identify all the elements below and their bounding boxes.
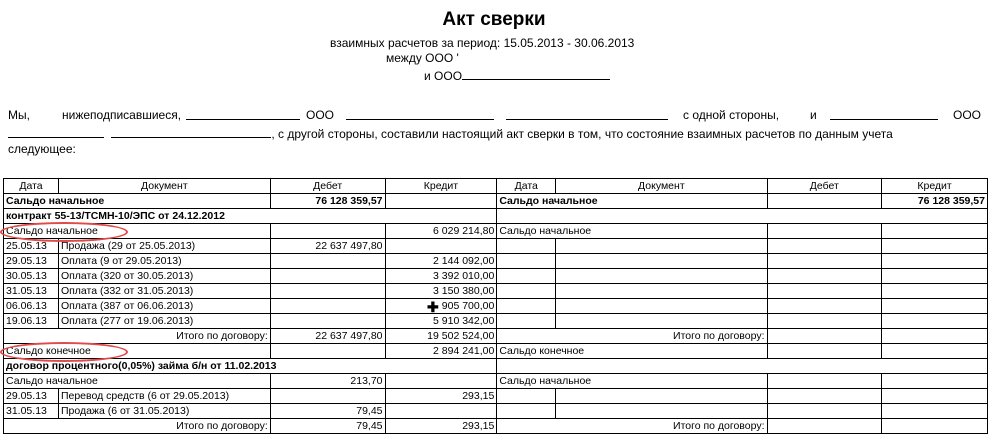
row-credit-right	[882, 314, 988, 329]
section-opening-row	[4, 374, 988, 389]
row-debit	[270, 299, 385, 314]
header-debit-right: Дебет	[767, 179, 882, 194]
row-document: Продажа (6 от 31.05.2013)	[58, 404, 270, 419]
row-debit	[270, 284, 385, 299]
header-date-right: Дата	[497, 179, 556, 194]
intro-line-2	[8, 126, 893, 141]
row-document-right	[556, 254, 767, 269]
row-credit-right	[882, 284, 988, 299]
total-label-right: Итого по договору:	[497, 329, 767, 344]
row-credit: 2 144 092,00	[385, 254, 497, 269]
closing-debit-right	[767, 344, 882, 359]
table-row	[4, 299, 988, 314]
row-credit: 5 910 342,00	[385, 314, 497, 329]
section-opening-debit: 213,70	[270, 374, 385, 389]
section-title: контракт 55-13/ТСМН-10/ЭПС от 24.12.2012	[4, 209, 497, 224]
row-credit-right	[882, 404, 988, 419]
section-opening-label-right: Сальдо начальное	[497, 374, 767, 389]
section-opening-debit	[270, 224, 385, 239]
highlight-ellipse-opening	[0, 222, 128, 242]
row-date: 29.05.13	[4, 254, 59, 269]
row-date: 06.06.13	[4, 299, 59, 314]
header-credit: Кредит	[385, 179, 497, 194]
total-label: Итого по договору:	[4, 329, 271, 344]
opening-debit: 76 128 359,57	[270, 194, 385, 209]
section-opening-label: Сальдо начальное	[4, 224, 271, 239]
table-row	[4, 314, 988, 329]
reconciliation-table	[3, 178, 988, 434]
row-debit-right	[767, 254, 882, 269]
row-document-right	[556, 239, 767, 254]
header-debit: Дебет	[270, 179, 385, 194]
row-credit-right	[882, 299, 988, 314]
highlight-ellipse-closing	[0, 342, 128, 362]
row-credit-right	[882, 269, 988, 284]
total-label-right: Итого по договору:	[497, 419, 767, 434]
closing-credit-right	[882, 344, 988, 359]
table-row	[4, 239, 988, 254]
row-date-right	[497, 299, 556, 314]
row-credit	[385, 404, 497, 419]
table-row	[4, 254, 988, 269]
opening-balance-row	[4, 194, 988, 209]
section-title-row	[4, 209, 988, 224]
section-opening-debit-right	[767, 224, 882, 239]
section-title-right	[497, 359, 988, 374]
row-document: Оплата (320 от 30.05.2013)	[58, 269, 270, 284]
intro-following: следующее:	[8, 142, 76, 156]
intro-line-1	[0, 108, 988, 126]
row-debit-right	[767, 284, 882, 299]
total-credit-right	[882, 329, 988, 344]
section-opening-row	[4, 224, 988, 239]
header-document-right: Документ	[556, 179, 767, 194]
row-document-right	[556, 404, 767, 419]
row-debit	[270, 314, 385, 329]
row-date: 29.05.13	[4, 389, 59, 404]
row-date-right	[497, 269, 556, 284]
opening-label-right: Сальдо начальное	[497, 194, 767, 209]
total-debit-right	[767, 419, 882, 434]
total-label: Итого по договору:	[4, 419, 271, 434]
row-credit-right	[882, 389, 988, 404]
section-opening-debit-right	[767, 374, 882, 389]
row-credit	[385, 239, 497, 254]
opening-credit	[385, 194, 497, 209]
blank-6	[111, 126, 271, 138]
intro-we: Мы,	[8, 108, 30, 122]
table-row	[4, 269, 988, 284]
header-date: Дата	[4, 179, 59, 194]
and-line	[424, 68, 610, 83]
row-debit-right	[767, 269, 882, 284]
row-date-right	[497, 404, 556, 419]
row-credit-right	[882, 239, 988, 254]
section-title-row	[4, 359, 988, 374]
row-document-right	[556, 284, 767, 299]
row-document-right	[556, 299, 767, 314]
header-document: Документ	[58, 179, 270, 194]
row-document-right	[556, 314, 767, 329]
intro-one-side: с одной стороны,	[683, 108, 780, 122]
row-debit-right	[767, 314, 882, 329]
section-total-row	[4, 329, 988, 344]
row-document: Оплата (277 от 19.06.2013)	[58, 314, 270, 329]
section-opening-label-right: Сальдо начальное	[497, 224, 767, 239]
row-document: Перевод средств (6 от 29.05.2013)	[58, 389, 270, 404]
closing-credit: 2 894 241,00	[385, 344, 497, 359]
row-date: 30.05.13	[4, 269, 59, 284]
row-debit	[270, 389, 385, 404]
row-credit: 3 392 010,00	[385, 269, 497, 284]
row-credit: 293,15	[385, 389, 497, 404]
table-row	[4, 389, 988, 404]
row-document-right	[556, 389, 767, 404]
row-date-right	[497, 239, 556, 254]
blank-2	[346, 108, 494, 120]
row-date-right	[497, 254, 556, 269]
total-credit: 19 502 524,00	[385, 329, 497, 344]
section-opening-credit	[385, 374, 497, 389]
blank-3	[506, 108, 668, 120]
table-row	[4, 284, 988, 299]
intro-signed: нижеподписавшиеся,	[62, 108, 182, 122]
blank-1	[186, 108, 300, 120]
row-credit-right	[882, 254, 988, 269]
row-date: 19.06.13	[4, 314, 59, 329]
row-date: 25.05.13	[4, 239, 59, 254]
section-closing-row	[4, 344, 988, 359]
row-document: Оплата (387 от 06.06.2013)	[58, 299, 270, 314]
move-cursor-icon: ✚	[427, 299, 439, 315]
opening-credit-right: 76 128 359,57	[882, 194, 988, 209]
row-document: Оплата (9 от 29.05.2013)	[58, 254, 270, 269]
closing-debit	[270, 344, 385, 359]
row-debit-right	[767, 299, 882, 314]
closing-label: Сальдо конечное	[4, 344, 271, 359]
counterparty-blank	[462, 68, 610, 80]
section-title-right	[497, 209, 988, 224]
row-date-right	[497, 389, 556, 404]
row-debit-right	[767, 389, 882, 404]
intro-and: и	[810, 108, 817, 122]
row-document-right	[556, 269, 767, 284]
row-debit	[270, 269, 385, 284]
opening-debit-right	[767, 194, 882, 209]
table-row	[4, 404, 988, 419]
total-debit: 22 637 497,80	[270, 329, 385, 344]
section-opening-label: Сальдо начальное	[4, 374, 271, 389]
row-date-right	[497, 314, 556, 329]
row-debit	[270, 254, 385, 269]
row-debit-right	[767, 404, 882, 419]
intro-ooo: ООО	[306, 108, 335, 122]
total-debit-right	[767, 329, 882, 344]
intro-other-side: , с другой стороны, составили настоящий акт сверки в том, что состояние взаимных расчетов по данным учета	[271, 127, 893, 141]
total-credit: 293,15	[385, 419, 497, 434]
document-title: Акт сверки	[442, 9, 546, 30]
row-document: Продажа (29 от 25.05.2013)	[58, 239, 270, 254]
section-opening-credit: 6 029 214,80	[385, 224, 497, 239]
period-line: взаимных расчетов за период: 15.05.2013 - 30.06.2013	[330, 36, 635, 50]
blank-4	[830, 108, 938, 120]
section-opening-credit-right	[882, 374, 988, 389]
closing-label-right: Сальдо конечное	[497, 344, 767, 359]
and-label: и ООО	[424, 69, 463, 83]
section-title: договор процентного(0,05%) займа б/н от 11.02.2013	[4, 359, 497, 374]
row-date: 31.05.13	[4, 284, 59, 299]
row-debit: 79,45	[270, 404, 385, 419]
section-total-row	[4, 419, 988, 434]
row-credit: 3 150 380,00	[385, 284, 497, 299]
between-line: между ООО '	[386, 51, 459, 65]
section-opening-credit-right	[882, 224, 988, 239]
row-debit: 22 637 497,80	[270, 239, 385, 254]
row-credit: 905 700,00	[385, 299, 497, 314]
row-date: 31.05.13	[4, 404, 59, 419]
row-date-right	[497, 284, 556, 299]
total-debit: 79,45	[270, 419, 385, 434]
row-document: Оплата (332 от 31.05.2013)	[58, 284, 270, 299]
row-debit-right	[767, 239, 882, 254]
header-row	[4, 179, 988, 194]
intro-ooo2: ООО	[953, 108, 982, 122]
total-credit-right	[882, 419, 988, 434]
blank-5	[8, 126, 104, 138]
header-credit-right: Кредит	[882, 179, 988, 194]
opening-label: Сальдо начальное	[4, 194, 271, 209]
